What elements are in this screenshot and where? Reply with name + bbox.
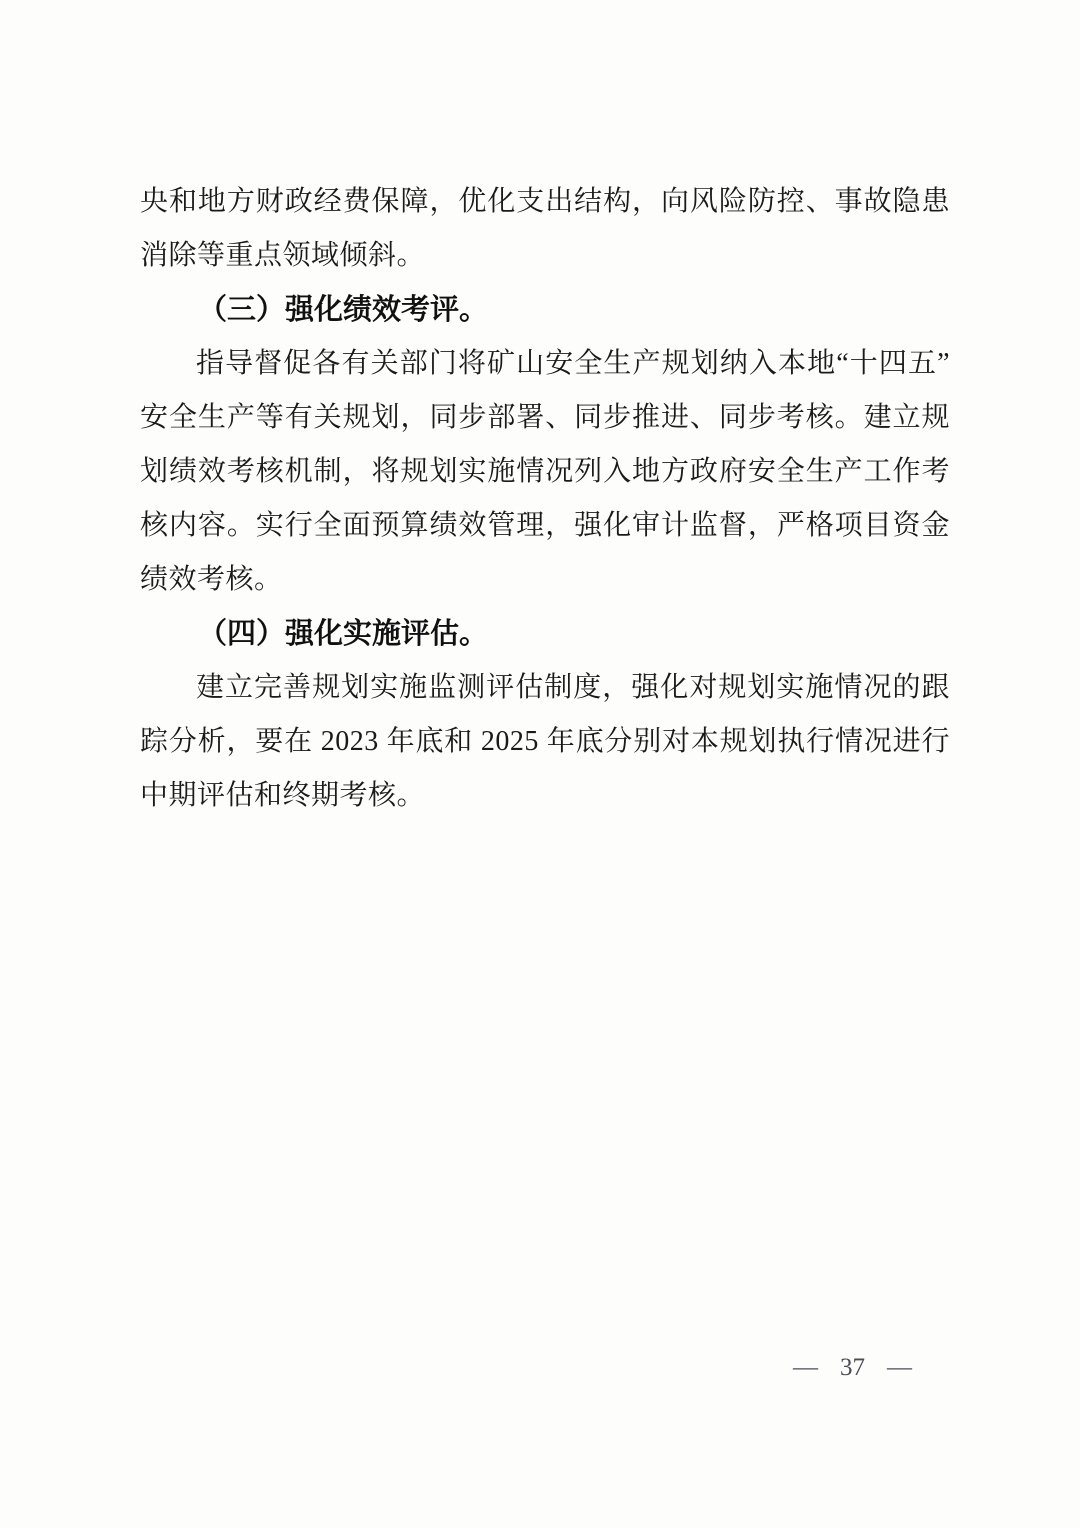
section-heading-4: （四）强化实施评估。 [198,618,489,650]
page-number-dash-left: — [793,1354,818,1381]
document-body [140,175,950,823]
page-number-dash-right: — [887,1354,912,1381]
paragraph-section-3: 指导督促各有关部门将矿山安全生产规划纳入本地“十四五”安全生产等有关规划，同步部署、同步推进、同步考核。建立规划绩效考核机制，将规划实施情况列入地方政府安全生产工作考核内容。实行全面预算绩效管理，强化审计监督，严格项目资金绩效考核。 [140,348,950,595]
page-number-value: 37 [840,1354,865,1381]
paragraph-continuation: 央和地方财政经费保障，优化支出结构，向风险防控、事故隐患消除等重点领域倾斜。 [140,186,950,271]
paragraph-section-4: 建立完善规划实施监测评估制度，强化对规划实施情况的跟踪分析，要在 2023 年底和 2025 年底分别对本规划执行情况进行中期评估和终期考核。 [140,672,950,811]
section-heading-3: （三）强化绩效考评。 [198,294,489,326]
page-number [793,1352,912,1384]
